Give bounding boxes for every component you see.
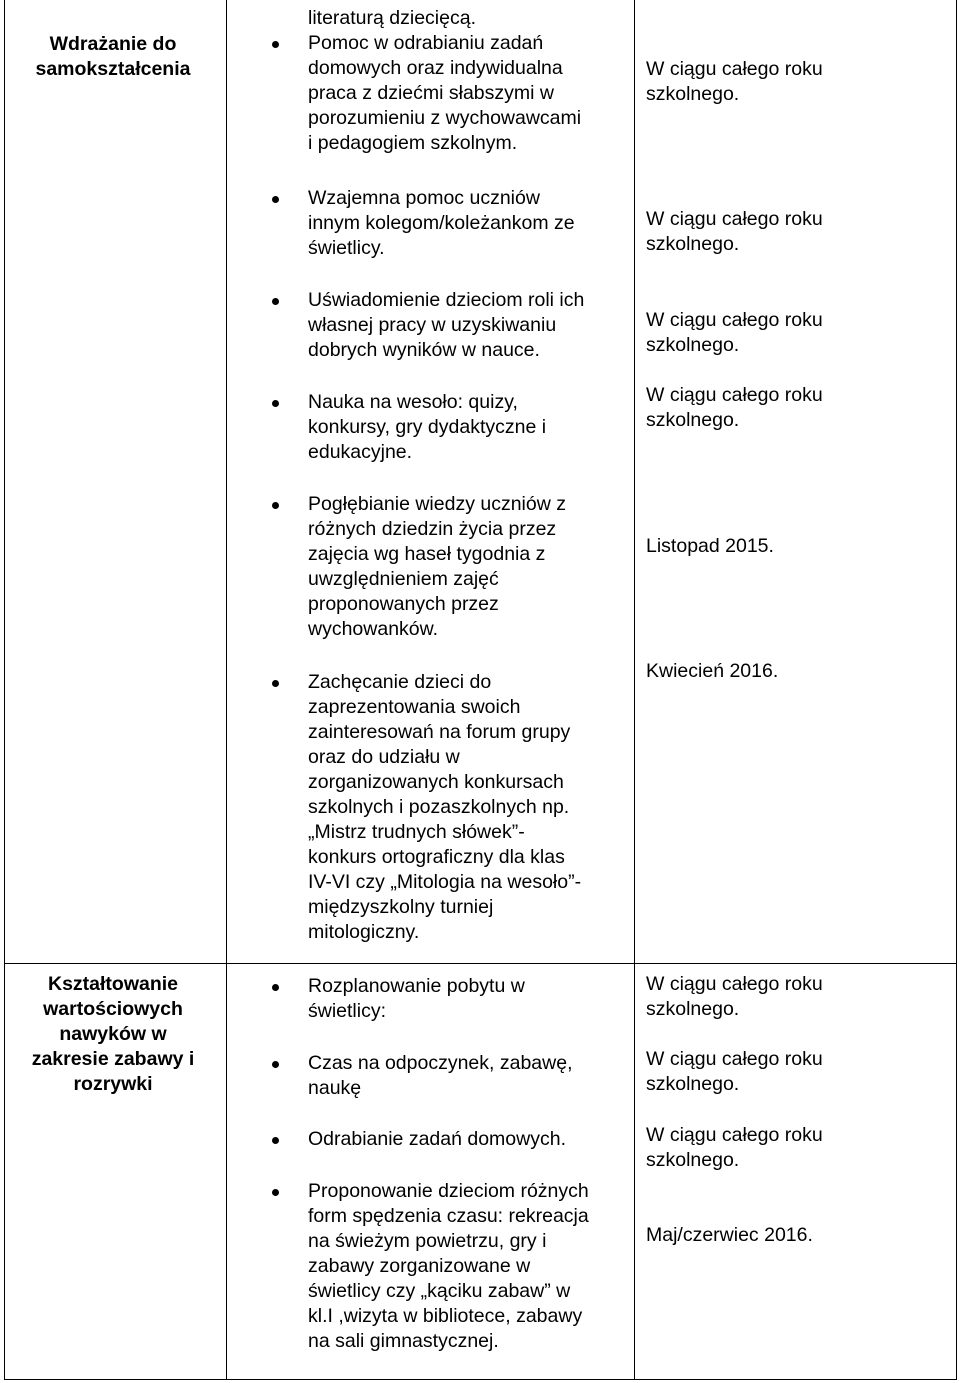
activity-line: edukacyjne. xyxy=(308,441,413,463)
term-cell xyxy=(646,1223,946,1248)
activity-line: Pomoc w odrabianiu zadań xyxy=(308,32,544,54)
activity-line: proponowanych przez xyxy=(308,593,499,615)
activity-line: Rozplanowanie pobytu w xyxy=(308,975,525,997)
term-line: szkolnego. xyxy=(646,1149,740,1171)
activity-line: „Mistrz trudnych słówek”- xyxy=(308,821,525,843)
category-line: zakresie zabawy i xyxy=(31,1048,195,1070)
activity-line: Czas na odpoczynek, zabawę, xyxy=(308,1052,573,1074)
term-line: W ciągu całego roku xyxy=(646,208,823,230)
term-line: szkolnego. xyxy=(646,1073,740,1095)
row-divider xyxy=(4,963,957,964)
term-line: W ciągu całego roku xyxy=(646,384,823,406)
activity-item xyxy=(308,288,623,363)
activity-line: literaturą dziecięcą. xyxy=(308,7,476,29)
activity-item xyxy=(308,390,623,465)
activity-line: oraz do udziału w xyxy=(308,746,460,768)
activity-line: praca z dziećmi słabszymi w xyxy=(308,82,554,104)
table-border-right xyxy=(956,0,957,1380)
activity-line: świetlicy czy „kąciku zabaw” w xyxy=(308,1280,571,1302)
activity-line: świetlicy. xyxy=(308,237,385,259)
term-line: szkolnego. xyxy=(646,233,740,255)
category-line: Kształtowanie xyxy=(47,973,179,995)
term-cell xyxy=(646,972,946,1022)
term-line: W ciągu całego roku xyxy=(646,58,823,80)
activity-line: świetlicy: xyxy=(308,1000,387,1022)
activity-line: innym kolegom/koleżankom ze xyxy=(308,212,575,234)
activity-line: na świeżym powietrzu, gry i xyxy=(308,1230,547,1252)
term-cell xyxy=(646,308,946,358)
activity-line: kl.I ,wizyta w bibliotece, zabawy xyxy=(308,1305,583,1327)
activity-line: naukę xyxy=(308,1077,362,1099)
term-cell xyxy=(646,1123,946,1173)
term-line: W ciągu całego roku xyxy=(646,1048,823,1070)
activity-line: Proponowanie dzieciom różnych xyxy=(308,1180,589,1202)
column-divider-1 xyxy=(226,0,227,1380)
activity-line: międzyszkolny turniej xyxy=(308,896,494,918)
activity-line: szkolnych i pozaszkolnych np. xyxy=(308,796,570,818)
activity-line: zaprezentowania swoich xyxy=(308,696,521,718)
category-line: rozrywki xyxy=(73,1073,153,1095)
term-line: W ciągu całego roku xyxy=(646,309,823,331)
activity-item xyxy=(308,492,623,642)
activity-line: Wzajemna pomoc uczniów xyxy=(308,187,540,209)
activity-line: Odrabianie zadań domowych. xyxy=(308,1128,566,1150)
term-cell xyxy=(646,383,946,433)
category-line: Wdrażanie do xyxy=(49,33,177,55)
term-cell xyxy=(646,534,946,559)
activity-line: dobrych wyników w nauce. xyxy=(308,339,540,361)
activity-line: konkursy, gry dydaktyczne i xyxy=(308,416,547,438)
term-line: Kwiecień 2016. xyxy=(646,660,779,682)
term-line: szkolnego. xyxy=(646,334,740,356)
category-line: wartościowych xyxy=(43,998,183,1020)
category-cell xyxy=(0,972,226,1097)
activity-line: zabawy zorganizowane w xyxy=(308,1255,531,1277)
term-cell xyxy=(646,1047,946,1097)
activity-line: IV-VI czy „Mitologia na wesoło”- xyxy=(308,871,582,893)
activity-line: form spędzenia czasu: rekreacja xyxy=(308,1205,589,1227)
activity-line: zorganizowanych konkursach xyxy=(308,771,564,793)
activity-line: Uświadomienie dzieciom roli ich xyxy=(308,289,585,311)
activity-line: Nauka na wesoło: quizy, xyxy=(308,391,518,413)
table-border-left xyxy=(4,0,5,1380)
activity-item xyxy=(308,1179,623,1354)
term-line: Listopad 2015. xyxy=(646,535,774,557)
activity-line: Pogłębianie wiedzy uczniów z xyxy=(308,493,566,515)
activity-line: zajęcia wg haseł tygodnia z xyxy=(308,543,546,565)
activity-line: wychowanków. xyxy=(308,618,439,640)
activity-item xyxy=(308,31,623,156)
term-cell xyxy=(646,207,946,257)
category-cell xyxy=(0,32,226,82)
activity-line: na sali gimnastycznej. xyxy=(308,1330,499,1352)
activity-line: Zachęcanie dzieci do xyxy=(308,671,492,693)
table-border-bottom xyxy=(4,1379,957,1380)
category-line: samokształcenia xyxy=(35,58,191,80)
activity-line: uwzględnieniem zajęć xyxy=(308,568,499,590)
activity-item xyxy=(308,6,623,31)
activity-line: i pedagogiem szkolnym. xyxy=(308,132,518,154)
activity-line: porozumieniu z wychowawcami xyxy=(308,107,582,129)
column-divider-2 xyxy=(634,0,635,1380)
activity-line: różnych dziedzin życia przez xyxy=(308,518,557,540)
activity-item xyxy=(308,670,623,945)
term-line: Maj/czerwiec 2016. xyxy=(646,1224,813,1246)
term-line: W ciągu całego roku xyxy=(646,973,823,995)
term-line: szkolnego. xyxy=(646,83,740,105)
activity-line: konkurs ortograficzny dla klas xyxy=(308,846,565,868)
activity-item xyxy=(308,1127,623,1152)
activity-line: zainteresowań na forum grupy xyxy=(308,721,571,743)
activity-line: mitologiczny. xyxy=(308,921,420,943)
activity-item xyxy=(308,1051,623,1101)
term-cell xyxy=(646,659,946,684)
activity-item xyxy=(308,974,623,1024)
activity-line: własnej pracy w uzyskiwaniu xyxy=(308,314,557,336)
term-cell xyxy=(646,57,946,107)
activity-line: domowych oraz indywidualna xyxy=(308,57,563,79)
term-line: W ciągu całego roku xyxy=(646,1124,823,1146)
category-line: nawyków w xyxy=(59,1023,167,1045)
activity-item xyxy=(308,186,623,261)
term-line: szkolnego. xyxy=(646,998,740,1020)
term-line: szkolnego. xyxy=(646,409,740,431)
